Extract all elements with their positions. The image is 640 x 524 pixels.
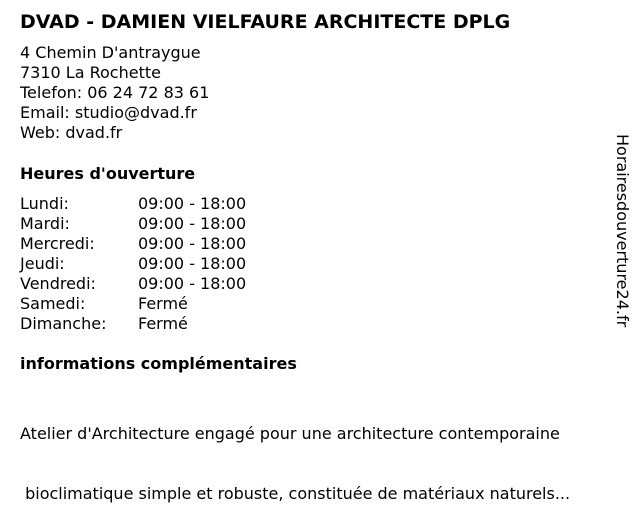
- day-hours: 09:00 - 18:00: [138, 234, 247, 253]
- day-label: Vendredi:: [20, 274, 96, 293]
- opening-hours-heading: Heures d'ouverture: [20, 164, 196, 183]
- contact-block: [20, 43, 209, 143]
- day-hours: Fermé: [138, 294, 188, 313]
- business-name: DVAD - DAMIEN VIELFAURE ARCHITECTE DPLG: [20, 11, 511, 33]
- day-hours: 09:00 - 18:00: [138, 214, 247, 233]
- day-label: Dimanche:: [20, 314, 107, 333]
- day-hours: 09:00 - 18:00: [138, 194, 247, 213]
- day-hours: 09:00 - 18:00: [138, 274, 247, 293]
- day-hours: 09:00 - 18:00: [138, 254, 247, 273]
- description-line-1: Atelier d'Architecture engagé pour une architecture contemporaine: [20, 424, 560, 443]
- additional-info-heading: informations complémentaires: [20, 354, 297, 373]
- day-label: Mardi:: [20, 214, 70, 233]
- day-label: Samedi:: [20, 294, 86, 313]
- day-label: Mercredi:: [20, 234, 95, 253]
- phone-number: Telefon: 06 24 72 83 61: [20, 83, 210, 102]
- site-watermark: [612, 134, 632, 344]
- day-label: Lundi:: [20, 194, 69, 213]
- day-hours: Fermé: [138, 314, 188, 333]
- additional-info-text: [20, 384, 570, 524]
- watermark-text: Horairesdouverture24.fr: [613, 134, 632, 328]
- day-label: Jeudi:: [20, 254, 65, 273]
- address-city: 7310 La Rochette: [20, 63, 161, 82]
- address-street: 4 Chemin D'antraygue: [20, 43, 201, 62]
- website: Web: dvad.fr: [20, 123, 123, 142]
- email-address: Email: studio@dvad.fr: [20, 103, 197, 122]
- description-line-2: bioclimatique simple et robuste, constituée de matériaux naturels...: [20, 484, 571, 503]
